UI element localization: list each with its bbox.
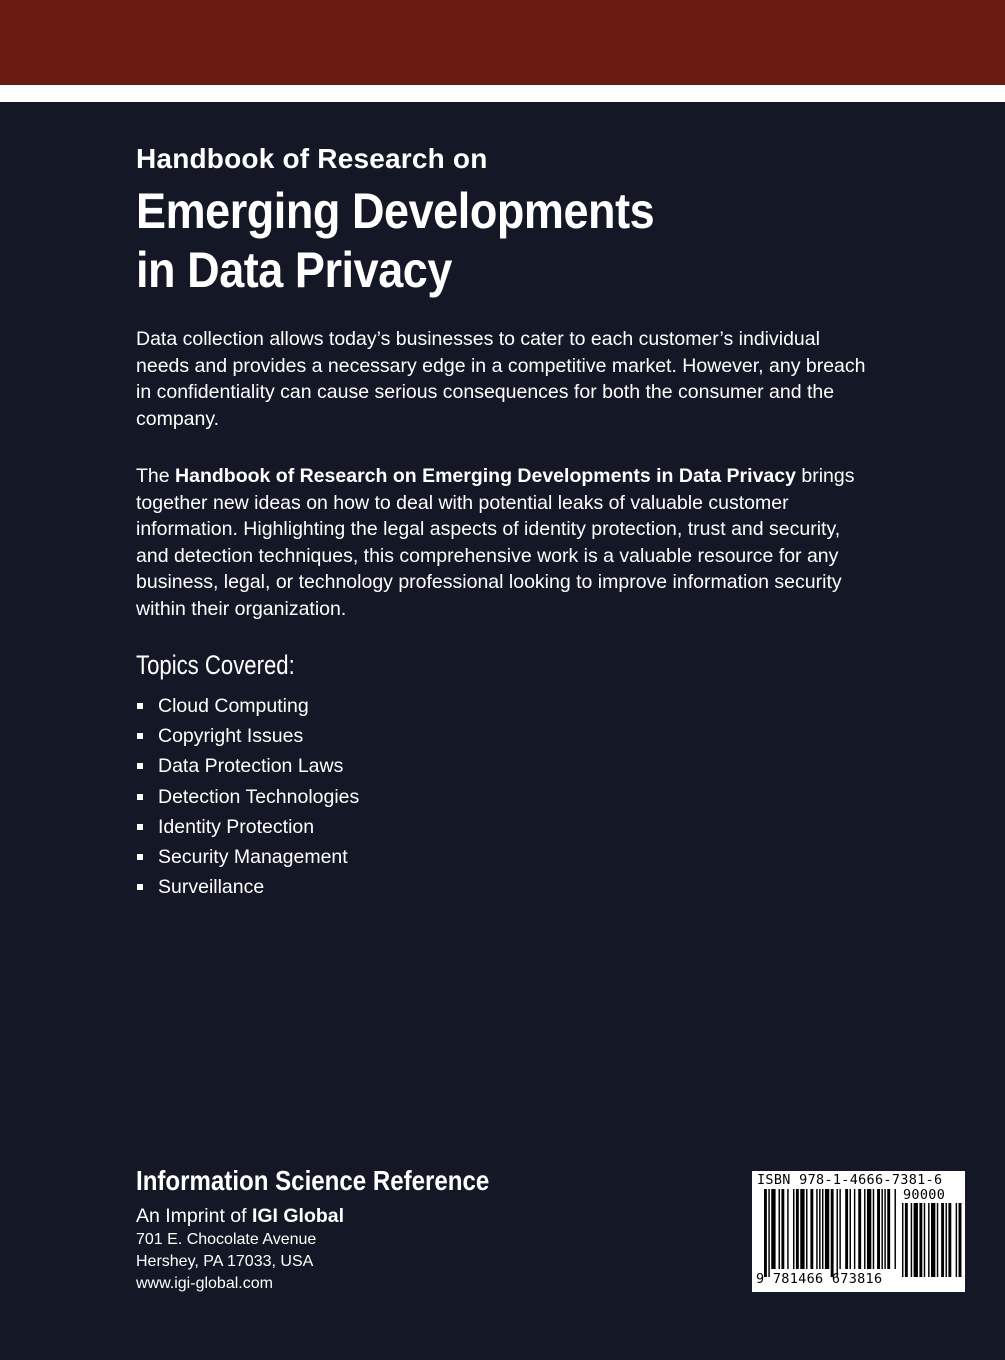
square-bullet-icon [137,763,143,769]
address-line-2: Hershey, PA 17033, USA [136,1253,314,1270]
topic-label: Security Management [158,846,348,869]
top-color-band [0,0,1005,85]
topic-label: Copyright Issues [158,725,304,748]
publisher-name: Information Science Reference [136,1165,490,1196]
square-bullet-icon [137,884,143,890]
topics-list [136,691,359,902]
description-paragraph-2 [136,463,876,622]
square-bullet-icon [137,794,143,800]
topics-heading: Topics Covered: [136,650,295,680]
imprint-line [136,1203,547,1229]
topic-item [136,782,359,812]
square-bullet-icon [137,703,143,709]
topic-item [136,842,359,872]
topic-item [136,751,359,781]
title-line-3: in Data Privacy [136,242,452,298]
topic-item [136,721,359,751]
publisher-website: www.igi-global.com [136,1275,273,1292]
book-title [136,182,654,300]
publisher-block [136,1163,547,1295]
topic-label: Data Protection Laws [158,755,344,778]
topic-label: Surveillance [158,876,265,899]
paragraph-2-suffix: brings together new ideas on how to deal with potential leaks of valuable customer information. Highlighting the legal aspects of identity protection, trust and security, and detection techniques, this comprehensive work is a valuable resource for any business, legal, or technology professional looking to improve information security within their organization. [136,465,855,620]
square-bullet-icon [137,854,143,860]
paragraph-2-book-title: Handbook of Research on Emerging Developments in Data Privacy [175,465,796,487]
topic-item [136,812,359,842]
isbn-barcode [752,1171,965,1292]
title-line-2: Emerging Developments [136,183,655,239]
imprint-company: IGI Global [251,1205,345,1227]
isbn-text: ISBN 978-1-4666-7381-6 [757,1172,943,1188]
description-paragraph-1: Data collection allows today’s businesses to cater to each customer’s individual needs and provides a necessary edge in a competitive market. However, any breach in confidentiality can cause serious consequences for both the consumer and the company. [136,328,866,430]
topic-item [136,872,359,902]
topic-label: Detection Technologies [158,785,360,808]
white-divider-stripe [0,85,1005,102]
topic-label: Cloud Computing [158,695,309,717]
square-bullet-icon [137,733,143,739]
topic-label: Identity Protection [158,815,315,838]
barcode-addon-digits: 90000 [903,1187,946,1203]
address-line-1: 701 E. Chocolate Avenue [136,1231,317,1248]
title-line-small: Handbook of Research on [136,143,488,174]
topic-item [136,691,359,721]
barcode-ean-digits: 9 781466 673816 [756,1271,883,1287]
imprint-prefix: An Imprint of [136,1205,252,1227]
square-bullet-icon [137,824,143,830]
paragraph-2-prefix: The [136,465,176,487]
